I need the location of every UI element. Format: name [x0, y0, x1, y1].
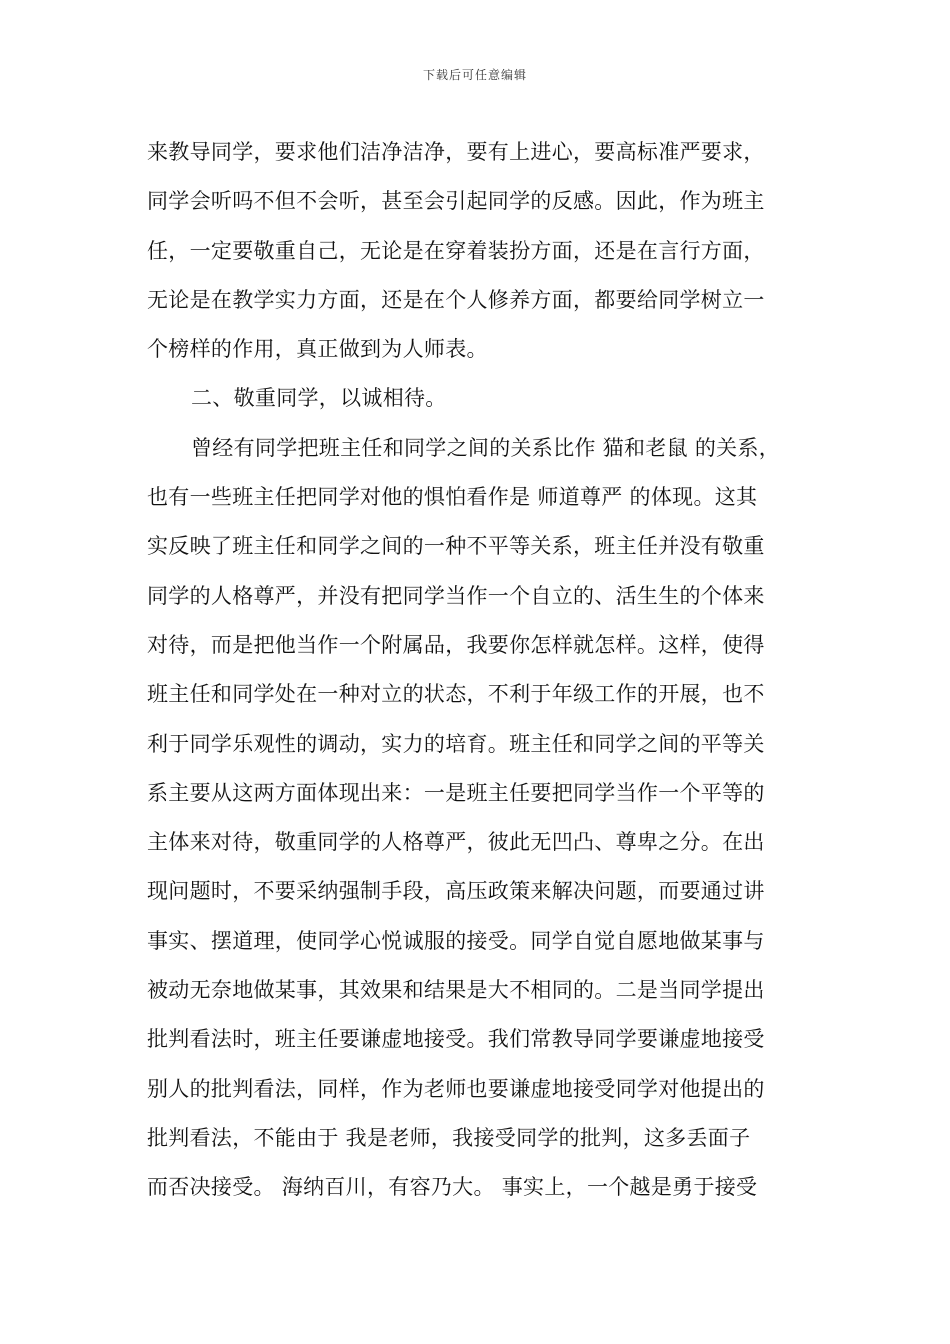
text-line: 对待，而是把他当作一个附属品，我要你怎样就怎样。这样，使得: [147, 632, 765, 657]
text-line: 批判看法，不能由于 我是老师，我接受同学的批判，这多丢面子: [147, 1125, 751, 1150]
text-line: 也有一些班主任把同学对他的惧怕看作是 师道尊严 的体现。这其: [147, 485, 758, 510]
document-body: [147, 128, 827, 1213]
text-line: 而否决接受。 海纳百川，有容乃大。 事实上，一个越是勇于接受: [147, 1175, 758, 1200]
text-line: 批判看法时，班主任要谦虚地接受。我们常教导同学要谦虚地接受: [147, 1027, 765, 1052]
text-line: 被动无奈地做某事，其效果和结果是大不相同的。二是当同学提出: [147, 978, 765, 1003]
text-line: 现问题时，不要采纳强制手段，高压政策来解决问题，而要通过讲: [147, 879, 765, 904]
text-line: 同学的人格尊严，并没有把同学当作一个自立的、活生生的个体来: [147, 583, 765, 608]
text-line: 个榜样的作用，真正做到为人师表。: [147, 337, 488, 362]
text-line: 别人的批判看法，同样，作为老师也要谦虚地接受同学对他提出的: [147, 1076, 765, 1101]
section-heading: 二、敬重同学，以诚相待。: [191, 386, 447, 411]
text-line: 来教导同学，要求他们洁净洁净，要有上进心，要高标准严要求，: [147, 140, 765, 164]
text-line: 任，一定要敬重自己，无论是在穿着装扮方面，还是在言行方面，: [147, 238, 765, 263]
text-line: 主体来对待，敬重同学的人格尊严，彼此无凹凸、尊卑之分。在出: [147, 830, 765, 855]
text-line: 实反映了班主任和同学之间的一种不平等关系，班主任并没有敬重: [147, 534, 765, 559]
page-header-note: 下载后可任意编辑: [422, 68, 527, 82]
text-line: 事实、摆道理，使同学心悦诚服的接受。同学自觉自愿地做某事与: [147, 928, 765, 953]
text-line: 系主要从这两方面体现出来：一是班主任要把同学当作一个平等的: [147, 780, 765, 805]
text-line: 利于同学乐观性的调动，实力的培育。班主任和同学之间的平等关: [147, 731, 765, 756]
paragraph-first-line: 曾经有同学把班主任和同学之间的关系比作 猫和老鼠 的关系，: [191, 435, 781, 460]
text-line: 无论是在教学实力方面，还是在个人修养方面，都要给同学树立一: [147, 287, 765, 312]
text-line: 班主任和同学处在一种对立的状态，不利于年级工作的开展，也不: [147, 682, 765, 707]
text-line: 同学会听吗不但不会听，甚至会引起同学的反感。因此，作为班主: [147, 189, 765, 214]
